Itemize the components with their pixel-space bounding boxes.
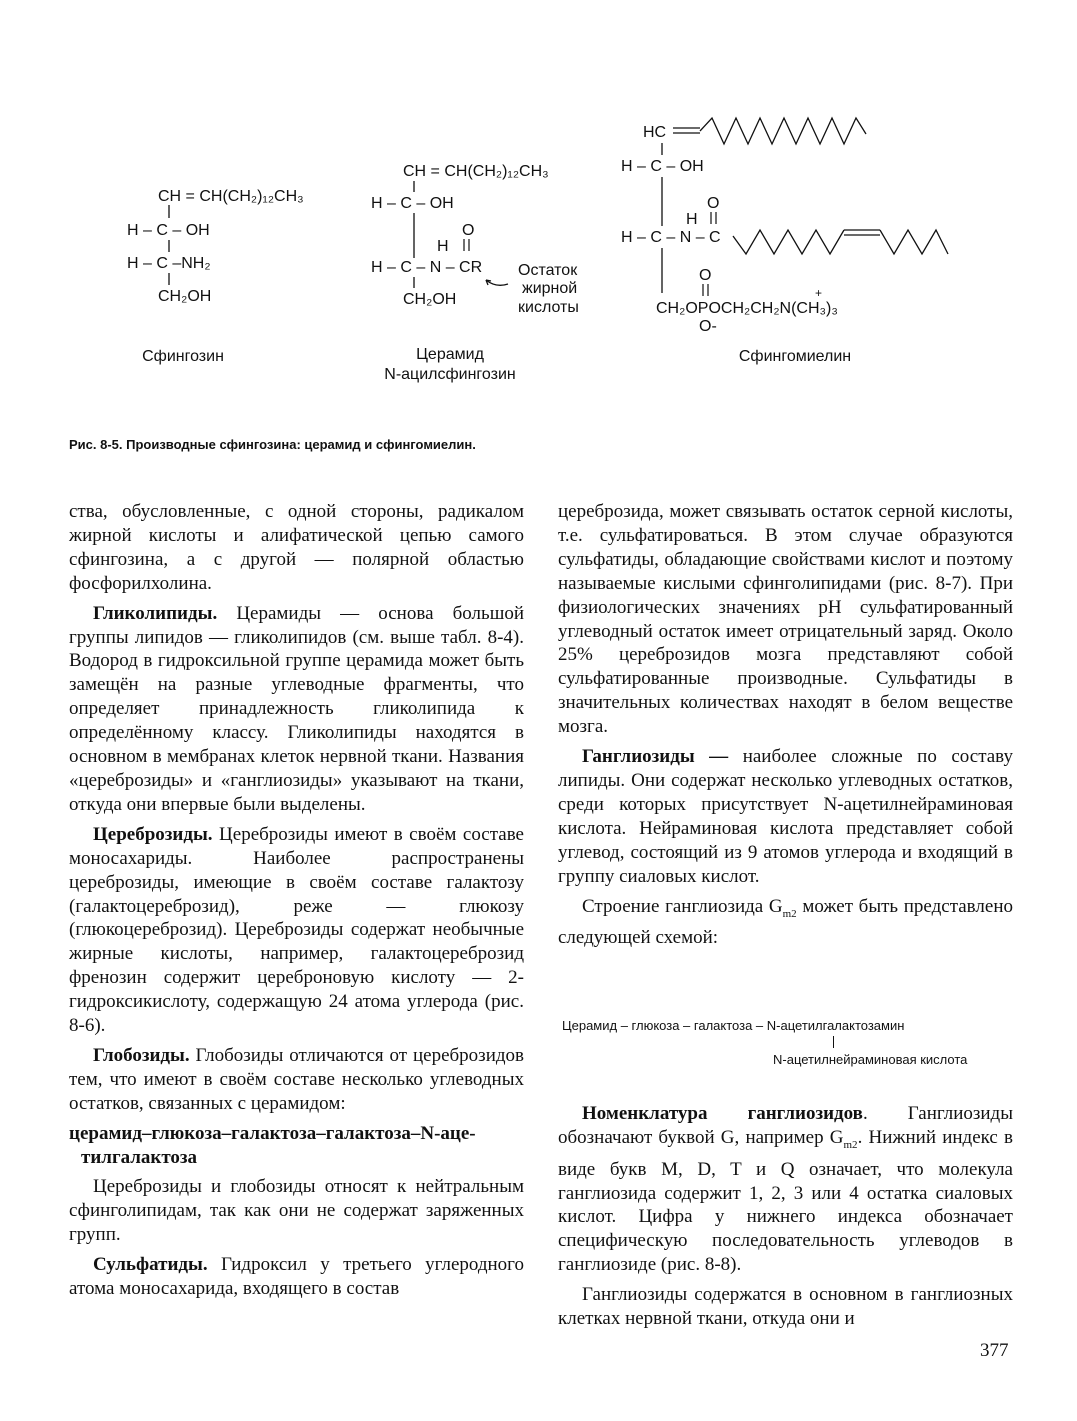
left-paragraph-globosides — [69, 1044, 524, 1116]
ceramide-structure — [371, 163, 579, 316]
figure-8-5 — [0, 0, 1077, 500]
nomenclature-heading: Номенклатура ганглиозидов — [582, 1103, 863, 1124]
right-paragraph-structure — [558, 895, 1013, 951]
left-paragraph-1: ства, обусловленные, с одной стороны, радикалом жирной кислоты и алифатической цепью самого сфингозина, а с другой — полярной областью фосфорилхолина. — [69, 501, 524, 594]
left-paragraph-neutral: Цереброзиды и глобозиды относят к нейтральным сфинголипидам, так как они не содержат заряженных групп. — [69, 1176, 524, 1246]
fatty-chain-2b — [880, 230, 948, 254]
structure-subscript: m2 — [782, 907, 797, 920]
ceramide-name-2: N-ацилсфингозин — [384, 366, 516, 383]
sphingomyelin-line3: H – C – N – C — [621, 229, 721, 246]
nomenclature-text-b: . Нижний индекс в виде букв M, D, T и Q означает, что молекула ганглиозида содержит 1, 2, 3 или 4 остатка сиаловых кислот. Цифра у нижнего индекса обозначает специфическую последовательность углеводов в ганглиозиде (рис. 8-8). — [558, 1126, 1013, 1276]
right-column-top — [558, 500, 1013, 956]
ceramide-residue-label-1: Остаток — [518, 262, 578, 279]
sphingomyelin-line2: H – C – OH — [621, 158, 704, 175]
right-paragraph-1: цереброзида, может связывать остаток серной кислоты, т.е. сульфатироваться. В этом случае образуются сульфатиды, обладающие свойствами кислот и поэтому называемые кислыми сфинголипидами (рис. 8-7). При физиологических значениях pH сульфатированный углеводный остаток имеет отрицательный заряд. Около 25% цереброзидов мозга представляют собой сульфатированные производные. Сульфатиды в значительных количествах находят в белом веществе мозга. — [558, 501, 1013, 738]
sphingosine-line1: CH = CH(CH₂)₁₂CH₃ — [158, 188, 304, 205]
sphingomyelin-o-minus: O- — [699, 318, 717, 335]
sphingosine-line4: CH₂OH — [158, 288, 212, 305]
formula-line-2: тилгалактоза — [81, 1146, 198, 1168]
nomenclature-text-a: . Ганглиозиды обозначают буквой G, например G — [558, 1103, 1013, 1148]
sphingomyelin-o-label: O — [707, 195, 720, 212]
globoside-formula — [69, 1122, 524, 1170]
ceramide-residue-label-3: кислоты — [518, 299, 579, 316]
ganglioside-scheme-line1: Церамид – глюкоза – галактоза – N-ацетилгалактозамин — [562, 1018, 905, 1033]
figure-caption: Рис. 8-5. Производные сфингозина: церамид и сфингомиелин. — [69, 437, 476, 452]
ceramide-line4: CH₂OH — [403, 291, 457, 308]
ceramide-name-1: Церамид — [416, 346, 484, 363]
formula-line-1: церамид–глюкоза–галактоза–галактоза–N-аце- — [69, 1122, 476, 1144]
left-paragraph-cerebrosides — [69, 823, 524, 1038]
ceramide-residue-label-2: жирной — [522, 280, 578, 297]
cerebrosides-heading: Цереброзиды. — [93, 823, 213, 845]
right-paragraph-gangliosides — [558, 745, 1013, 888]
ganglioside-scheme-line2: N-ацетилнейраминовая кислота — [773, 1052, 968, 1067]
fatty-chain-1 — [700, 118, 866, 144]
right-paragraph-nomenclature — [558, 1102, 1013, 1277]
scheme-connector — [833, 1036, 834, 1048]
sphingosine-structure — [127, 188, 304, 305]
sphingosine-name: Сфингозин — [142, 348, 224, 365]
ceramide-line3: H – C – N – CR — [371, 259, 483, 276]
globosides-heading: Глобозиды. — [93, 1044, 190, 1066]
sulfatides-heading: Сульфатиды. — [93, 1254, 208, 1276]
left-paragraph-sulfatides — [69, 1253, 524, 1301]
right-paragraph-last: Ганглиозиды содержатся в основном в ганглиозных клетках нервной ткани, откуда они и — [558, 1284, 1013, 1330]
ceramide-h-label: H — [437, 238, 449, 255]
sulfatides-text: Гидроксил у третьего углеродного атома моносахарида, входящего в состав — [69, 1254, 524, 1300]
left-paragraph-glycolipids — [69, 602, 524, 817]
sphingomyelin-plus: + — [815, 286, 823, 300]
left-column — [69, 500, 524, 1307]
sphingomyelin-name: Сфингомиелин — [738, 348, 852, 365]
sphingomyelin-o-label-2: O — [699, 267, 712, 284]
glycolipids-heading: Гликолипиды. — [93, 602, 218, 624]
fatty-chain-2a — [733, 230, 844, 254]
sphingosine-line2: H – C – OH — [127, 222, 210, 239]
gangliosides-text: наиболее сложные по составу липиды. Они содержат несколько углеводных остатков, среди которых присутствует N-ацетилнейраминовая кислота. Нейраминовая кислота представляет собой углевод, состоящий из 9 атомов углерода и входящий в группу сиаловых кислот. — [558, 746, 1013, 887]
sphingomyelin-structure — [621, 118, 948, 335]
sphingosine-line3: H – C –NH₂ — [127, 255, 211, 272]
sphingomyelin-hc: HC — [643, 124, 667, 141]
globosides-text: Глобозиды отличаются от цереброзидов тем, что имеют в своём составе несколько углеводных остатков, связанных с церамидом: — [69, 1044, 524, 1114]
right-column-bottom — [558, 1102, 1013, 1337]
cerebrosides-text: Цереброзиды имеют в своём составе моносахариды. Наиболее распространены цереброзиды, имеющие в своём составе галактозу (галактоцереброзид), реже — глюкозу (глюкоцереброзид). Цереброзиды содержат необычные жирные кислоты, например, галактоцереброзид френозин содержит цереброновую кислоту — 2-гидроксикислоту, содержащую 24 атома углерода (рис. 8-6). — [69, 823, 524, 1037]
glycolipids-text: Церамиды — основа большой группы липидов — гликолипидов (см. выше табл. 8-4). Водород в гидроксильной группе церамида может быть замещён на разные углеводные фрагменты, что определяет принадлежность гликолипида к определённому классу. Гликолипиды находятся в основном в мембранах клеток нервной ткани. Названия «цереброзиды» и «ганглиозиды» указывают на ткани, откуда они впервые были выделены. — [69, 602, 524, 815]
sphingomyelin-line4: CH₂OPOCH₂CH₂N(CH₃)₃ — [656, 300, 838, 317]
sphingomyelin-h-label: H — [686, 211, 698, 228]
gangliosides-heading: Ганглиозиды — — [582, 746, 729, 768]
page-number: 377 — [980, 1340, 1009, 1361]
ceramide-line1: CH = CH(CH₂)₁₂CH₃ — [403, 163, 549, 180]
structure-text-b: может быть представлено следующей схемой: — [558, 895, 1013, 949]
ceramide-o-label: O — [462, 222, 475, 239]
structure-text-a: Строение ганглиозида G — [582, 895, 783, 917]
nomenclature-subscript: m2 — [843, 1138, 858, 1151]
ceramide-line2: H – C – OH — [371, 195, 454, 212]
